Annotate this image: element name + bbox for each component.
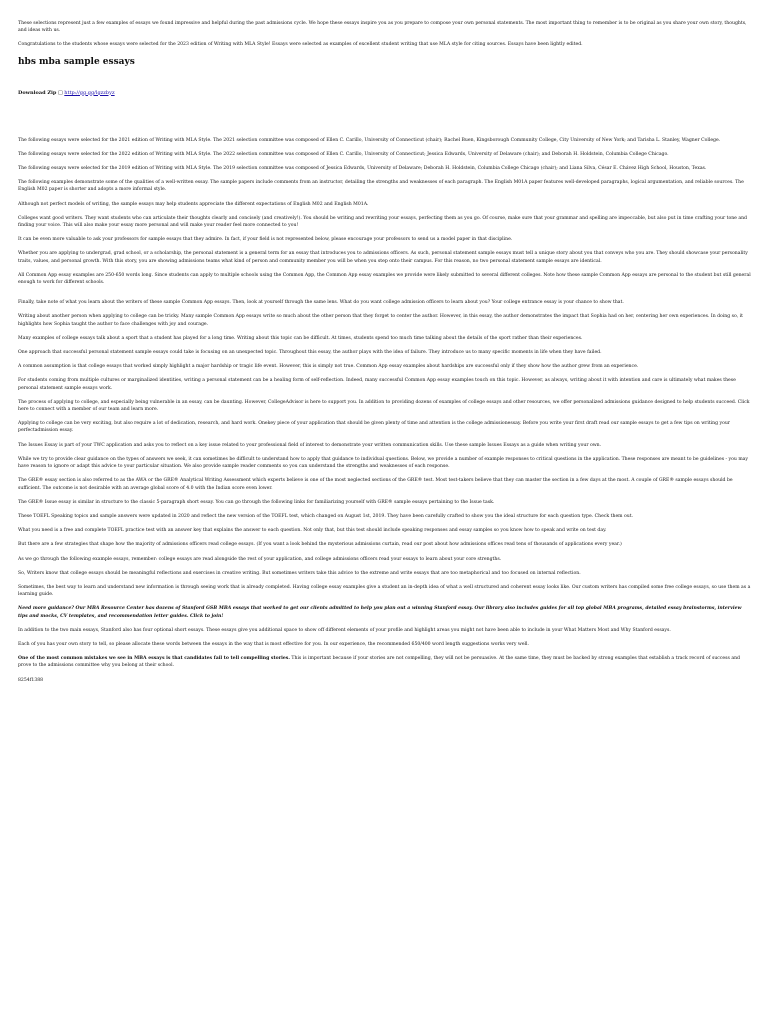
link-icon: □ xyxy=(57,89,65,96)
body-paragraph: Applying to college can be very exciting, but also require a lot of dedication, research, and hard work. Onekey piece of your application that should be given plenty of time and attention is the college admissionessay. Before you write your first draft read our sample essays to get a few tips on writing your perfectadmission essay. xyxy=(18,421,730,434)
body-paragraph: The following essays were selected for the 2021 edition of Writing with MLA Style. The 2021 selection committee was composed of Ellen C. Carillo, University of Connecticut (chair); Rachel Buen, Kingsborough Community College, City University of New York; and Tarisha L. Stanley, Wagner College. xyxy=(18,137,721,143)
body-paragraph: So, Writers know that college essays should be meaningful reflections and exercises in creative writing. But sometimes writers take this advice to the extreme and write essays that are too metaphorical and too focused on internal reflection. xyxy=(18,570,581,576)
body-paragraph: As we go through the following example essays, remember: college essays are read alongside the rest of your application, and college admissions officers read your essays to learn about your core strengths. xyxy=(18,556,502,562)
body-paragraph: The GRE® essay section is also referred to as the AWA or the GRE® Analytical Writing Assessment which experts believe is one of the most neglected sections of the GRE® test. Most test-takers believe that they can master the section in a few days at the most. A couple of GRE® sample essays should be sufficient. The outcome is not desirable with an average global score of 4.0 with the Indian score even lower. xyxy=(18,478,733,491)
download-line xyxy=(18,90,752,97)
download-label: Download Zip xyxy=(18,89,57,96)
body-paragraph: While we try to provide clear guidance on the types of answers we seek, it can sometimes be difficult to understand how to apply that guidance to individual questions. Below, we provide a number of example responses to critical questions in the application. These responses are meant to be guidelines - you may have reason to ignore or adapt this advice to your particular situation. We also provide sample reader comments so you can understand the strengths and weaknesses of each response. xyxy=(18,456,749,470)
body-paragraph: These TOEFL Speaking topics and sample answers were updated in 2020 and reflect the new version of the TOEFL test, which changed on August 1st, 2019. They have been carefully crafted to show you the ideal structure for each question type. Check them out. xyxy=(18,513,634,519)
body-paragraph: Finally, take note of what you learn about the writers of these sample Common App essays. Then, look at yourself through the same lens. What do you want college admission officers to learn about you? Your college entrance essay is your chance to show that. xyxy=(18,300,624,306)
lead-sentence: One of the most common mistakes we see in MBA essays is that candidates fail to tell compelling stories. xyxy=(18,656,290,662)
body-paragraph: One approach that successful personal statement sample essays could take is focusing on an unexpected topic. Throughout this essay, the author plays with the idea of failure. They introduce us to many specific moments in life when they have failed. xyxy=(18,350,602,356)
body-paragraph: Colleges want good writers. They want students who can articulate their thoughts clearly and concisely (and creatively!). You should be writing and rewriting your essays, perfecting them as you go. Of course, make sure that your grammar and spelling are impeccable, but also put in time crafting your tone and finding your voice. This will also make your essay more personal and will make your reader feel more connected to you! xyxy=(18,215,747,229)
body-paragraph: The following essays were selected for the 2022 edition of Writing with MLA Style. The 2022 selection committee was composed of Ellen C. Carillo, University of Connecticut; Jessica Edwards, University of Delaware (chair); and Deborah H. Holdstein, Columbia College Chicago. xyxy=(18,151,669,157)
body-paragraph: The process of applying to college, and especially being vulnerable in an essay, can be daunting. However, CollegeAdvisor is here to support you. In addition to providing dozens of examples of college essays and other resources, we offer personalized admissions guidance designed to help students succeed. Click here to connect with a member of our team and learn more. xyxy=(18,399,750,413)
body-paragraph: It can be even more valuable to ask your professors for sample essays that they admire. In fact, if your field is not represented below, please encourage your professors to send us a model paper in that discipline. xyxy=(18,237,513,243)
body-paragraph: The Issues Essay is part of your TWC application and asks you to reflect on a key issue related to your professional field of interest to demonstrate your written communication skills. Use these sample Issues Essays as a guide when writing your own. xyxy=(18,442,602,448)
callout-paragraph: Need more guidance? Our MBA Resource Center has dozens of Stanford GSB MBA essays that worked to get our clients admitted to help you plan out a winning Stanford essay. Our library also includes guides for all top global MBA programs, detailed essay brainstorms, interview tips and mocks, CV templates, and recommendation letter guides. Click to join! xyxy=(18,606,742,619)
body-paragraph: Each of you has your own story to tell, so please allocate these words between the essays in the way that is most effective for you. In our experience, the recommended 650/400 word length suggestions works very well. xyxy=(18,641,529,647)
content-section-b xyxy=(18,299,752,598)
intro-paragraph: These selections represent just a few examples of essays we found impressive and helpful during the past admissions cycle. We hope these essays inspire you as you prepare to compose your own personal statements. The most important thing to remember is to be original as you share your own story, thoughts, and ideas with us. xyxy=(18,21,747,34)
page-title: hbs mba sample essays xyxy=(18,56,135,67)
body-paragraph: A common assumption is that college essays that worked simply highlight a major hardship or tragic life event. However, this is simply not true. Common App essay examples about hardships are successful only if they show how the author grew from an experience. xyxy=(18,364,639,370)
body-paragraph: Whether you are applying to undergrad, grad school, or a scholarship, the personal statement is a general term for an essay that introduces you to admissions officers. As such, personal statement sample essays must tell a unique story about you that conveys who you are. They should showcase your personality traits, values, and personal growth. With this story, you are showing admissions teams what kind of person and community member you will be when you step onto their campus. For this reason, no two personal statement sample essays are identical. xyxy=(18,251,748,264)
intro-section xyxy=(18,20,752,49)
intro-paragraph: Congratulations to the students whose essays were selected for the 2023 edition of Writing with MLA Style! Essays were selected as examples of excellent student writing that use MLA style for citing sources. Essays have been lightly edited. xyxy=(18,42,583,48)
content-section-a xyxy=(18,137,752,287)
footer-code: 8254f1388 xyxy=(18,677,44,683)
body-paragraph: All Common App essay examples are 250-650 words long. Since students can apply to multiple schools using the Common App, the Common App essay examples we provide were likely submitted to several different colleges. Note how these sample Common App essays are personal to the student but still general enough to work for different schools. xyxy=(18,272,751,286)
content-section-c xyxy=(18,627,752,648)
body-paragraph: Although not perfect models of writing, the sample essays may help students appreciate the different expectations of English M02 and English M01A. xyxy=(18,201,369,207)
download-link[interactable]: http://gg.gg/lgzzbyz xyxy=(64,89,115,96)
lead-rest: This is important because if your stories are not compelling, they will not be persuasive. At the same time, they must be backed by strong examples that establish a track record of success and prove to the admissions committee why you belong at their school. xyxy=(18,656,740,669)
body-paragraph: Many examples of college essays talk about a sport that a student has played for a long time. Writing about this topic can be difficult. At times, students spend too much time talking about the details of the sport rather than their experiences. xyxy=(18,335,583,341)
lead-paragraph xyxy=(18,655,752,669)
body-paragraph: The GRE® Issue essay is similar in structure to the classic 5-paragraph short essay. You can go through the following links for familiarizing yourself with GRE® sample essays pertaining to the Issue task. xyxy=(18,499,495,505)
body-paragraph: The following examples demonstrate some of the qualities of a well-written essay. The sample papers include comments from an instructor, detailing the strengths and weaknesses of each paragraph. The English M01A paper features well-developed paragraphs, logical argumentation, and reliable sources. The English M02 paper is shorter and adopts a more informal style. xyxy=(18,180,744,193)
body-paragraph: For students coming from multiple cultures or marginalized identities, writing a personal statement can be a healing form of self-reflection. Indeed, many successful Common App essay examples touch on this topic. However, as always, writing about it with intention and care is ultimately what makes these personal statement sample essays work. xyxy=(18,378,736,391)
body-paragraph: Sometimes, the best way to learn and understand new information is through seeing work that is already completed. Having college essay examples give a student an in-depth idea of what a well structured and coherent essay looks like. Our custom writers has compiled some free college essays, so use them as a learning guide. xyxy=(18,584,751,598)
body-paragraph: In addition to the two main essays, Stanford also has four optional short essays. These essays give you additional space to show off different elements of your profile and highlight areas you might not have been able to include in your What Matters Most and Why Stanford essays. xyxy=(18,627,671,633)
spacer xyxy=(18,125,752,137)
body-paragraph: But there are a few strategies that shape how the majority of admissions officers read college essays. (If you want a look behind the mysterious admissions curtain, read our post about how admissions offices read tens of thousands of applications every year.) xyxy=(18,542,622,548)
body-paragraph: The following essays were selected for the 2019 edition of Writing with MLA Style. The 2019 selection committee was composed of Jessica Edwards, University of Delaware; Deborah H. Holdstein, Columbia College Chicago (chair); and Liana Silva, César E. Chávez High School, Houston, Texas. xyxy=(18,166,707,172)
body-paragraph: What you need is a free and complete TOEFL practice test with an answer key that explains the answer to each question. Not only that, but this test should include speaking responses and essay samples so you know how to speak and write on test day. xyxy=(18,528,607,534)
body-paragraph: Writing about another person when applying to college can be tricky. Many sample Common App essays write so much about the other person that they forget to center the author. However, in this essay, the author demonstrates the impact that Sophia had on her, centering her own experiences. In doing so, it highlights how Sophia taught the author to face challenges with joy and courage. xyxy=(18,314,744,327)
